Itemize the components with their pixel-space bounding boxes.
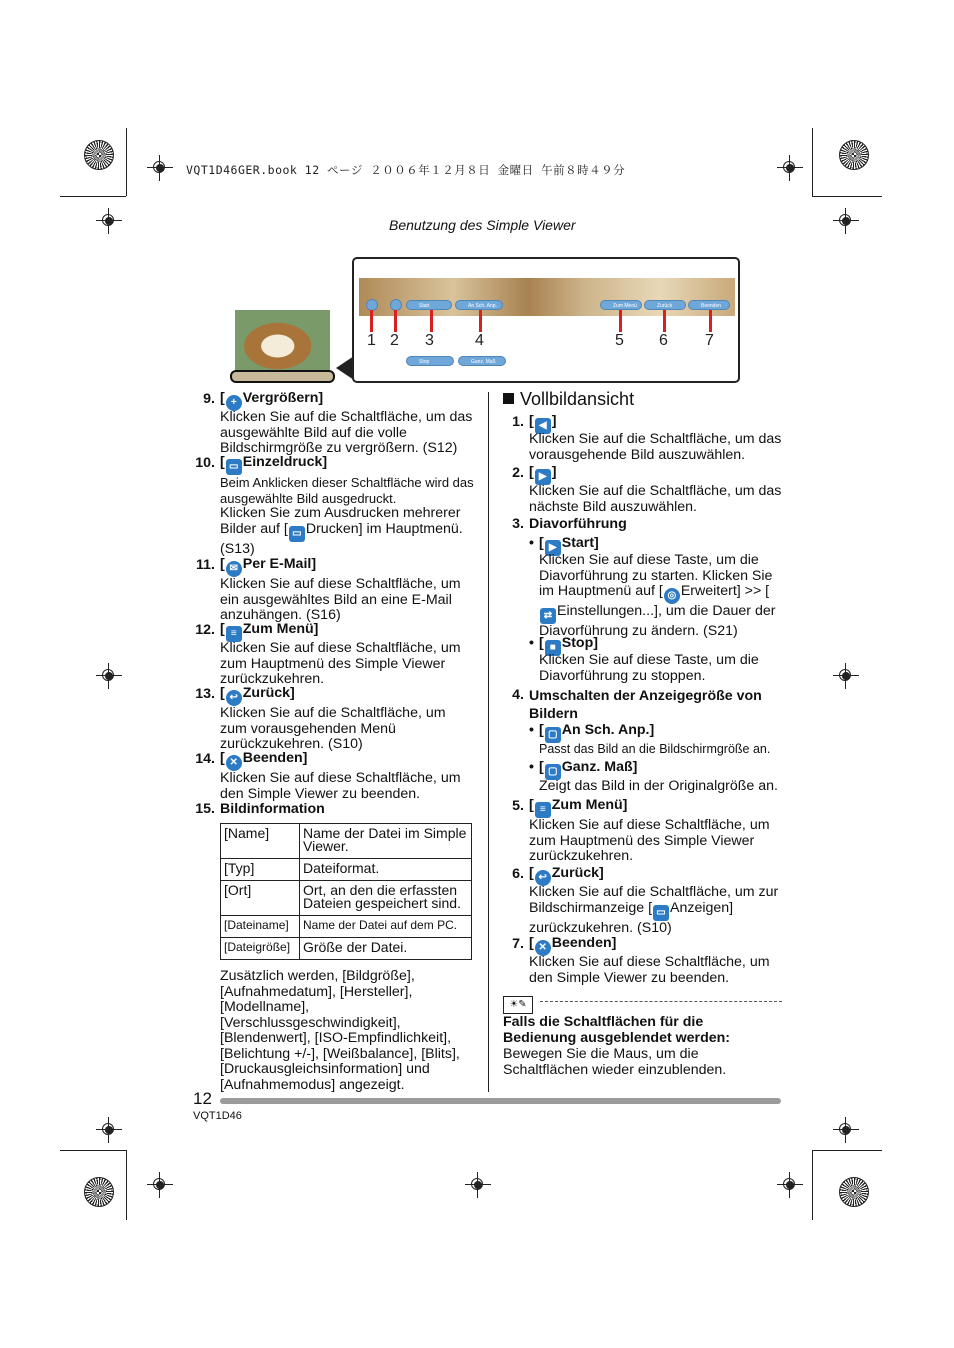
bullet: • xyxy=(529,722,534,738)
sub-heading: [ ■ Stop] xyxy=(539,636,598,656)
registration-sun-mark xyxy=(839,140,869,170)
item-text: Klicken Sie auf diese Schaltfläche, um zum Hauptmenü des Simple Viewer zurückzukehren. xyxy=(220,640,461,687)
thumbnail-toolbar-highlight xyxy=(230,370,335,383)
closing-paragraph: Zusätzlich werden, [Bildgröße], [Aufnahmedatum], [Hersteller], [Modellname], [Verschlussgeschwindigkeit], [Blendenwert], [ISO-Empfindlichkeit], [Belichtung +/-], [Weißbalance], [Blits], [Druckausgleichsinformation] und [Aufnahmemodus] angezeigt. xyxy=(220,968,460,1093)
item-heading: Bildinformation xyxy=(220,801,325,817)
bullet: • xyxy=(529,759,534,775)
crop-mark xyxy=(812,128,813,196)
callout-number: 5 xyxy=(615,332,624,349)
back-icon: ↩ xyxy=(226,690,242,706)
zum-menu-button[interactable]: Zum Menü xyxy=(600,300,642,310)
close-icon: ✕ xyxy=(535,940,551,956)
ganz-mass-button[interactable]: Ganz. Maß xyxy=(458,356,506,366)
registration-sun-mark xyxy=(839,1177,869,1207)
table-cell: [Ort] xyxy=(221,881,300,916)
bullet: • xyxy=(529,635,534,651)
slideshow-icon: ▶ xyxy=(545,540,561,556)
table-cell: Größe der Datei. xyxy=(300,938,472,960)
close-icon: ✕ xyxy=(226,755,242,771)
hint-title: Falls die Schaltflächen für die Bedienung ausgeblendet werden: xyxy=(503,1014,731,1046)
viewer-photo-strip xyxy=(359,278,735,316)
crop-mark xyxy=(812,1150,813,1220)
table-cell: Ort, an den die erfassten Dateien gespeichert sind. xyxy=(300,881,472,916)
item-text: Klicken Sie auf diese Schaltfläche, um ein ausgewähltes Bild an eine E-Mail anzuhängen. (S16) xyxy=(220,576,461,623)
item-heading: [ ▭ Einzeldruck] xyxy=(220,455,327,475)
item-text: Klicken Sie auf diese Schaltfläche, um zum Hauptmenü des Simple Viewer zurückzukehren. xyxy=(529,817,770,864)
callout-line xyxy=(619,310,622,332)
hint-icon: ☀✎ xyxy=(503,996,533,1014)
section-title: Vollbildansicht xyxy=(503,389,634,410)
table-row xyxy=(221,859,472,881)
callout-line xyxy=(709,310,712,332)
footer-bar xyxy=(220,1098,781,1104)
hint-text: Bewegen Sie die Maus, um die Schaltflächen wieder einzublenden. xyxy=(503,1046,727,1078)
item-heading: [ ≡ Zum Menü] xyxy=(220,622,318,642)
stop-button[interactable]: Stop xyxy=(406,356,454,366)
menu-icon: ≡ xyxy=(535,802,551,818)
item-heading: [ ↩ Zurück] xyxy=(220,686,295,706)
table-row xyxy=(221,916,472,938)
callout-number: 7 xyxy=(705,332,714,349)
registration-crosshair xyxy=(147,1172,173,1198)
item-heading: [ ✕ Beenden] xyxy=(220,751,307,771)
settings-icon: ⇄ xyxy=(540,608,556,624)
table-cell: Name der Datei auf dem PC. xyxy=(300,916,472,938)
registration-crosshair xyxy=(833,663,859,689)
registration-crosshair xyxy=(96,1117,122,1143)
item-text: Klicken Sie auf diese Schaltfläche, um den Simple Viewer zu beenden. xyxy=(220,770,461,802)
registration-crosshair xyxy=(96,663,122,689)
item-text: Zeigt das Bild in der Originalgröße an. xyxy=(539,778,778,794)
crop-mark xyxy=(126,128,127,196)
crop-mark xyxy=(126,1150,127,1220)
beenden-button[interactable]: Beenden xyxy=(688,300,730,310)
callout-number: 1 xyxy=(367,332,376,349)
item-heading: [ ▶ ] xyxy=(529,465,556,485)
fit-screen-icon: ▢ xyxy=(545,727,561,743)
sub-heading: [ ▶ Start] xyxy=(539,536,599,556)
table-cell: [Dateiname] xyxy=(221,916,300,938)
item-heading: [ + Vergrößern] xyxy=(220,391,323,411)
registration-sun-mark xyxy=(84,140,114,170)
print-icon: ▭ xyxy=(289,526,305,542)
print-icon: ▭ xyxy=(226,459,242,475)
callout-line xyxy=(370,310,373,332)
back-icon: ↩ xyxy=(535,870,551,886)
menu-icon: ≡ xyxy=(226,626,242,642)
an-sch-anp-button[interactable]: An Sch. Anp. xyxy=(455,300,503,310)
crop-mark xyxy=(812,196,882,197)
item-number: 13. xyxy=(195,686,215,702)
email-icon: ✉ xyxy=(226,561,242,577)
registration-crosshair xyxy=(147,155,173,181)
callout-line xyxy=(663,310,666,332)
running-head: Benutzung des Simple Viewer xyxy=(389,217,576,233)
slideshow-stop-icon: ■ xyxy=(545,640,561,656)
sub-heading: [ ▢ Ganz. Maß] xyxy=(539,760,637,780)
globe-icon: ◎ xyxy=(664,588,680,604)
item-number: 12. xyxy=(195,622,215,638)
dashed-rule xyxy=(540,1001,782,1002)
callout-number: 4 xyxy=(475,332,484,349)
registration-crosshair xyxy=(833,1117,859,1143)
table-row xyxy=(221,881,472,916)
sub-heading: [ ▢ An Sch. Anp.] xyxy=(539,723,654,743)
registration-crosshair xyxy=(96,208,122,234)
crop-mark xyxy=(60,1150,126,1151)
item-text: Klicken Sie auf diese Taste, um die Diavorführung zu stoppen. xyxy=(539,652,759,684)
item-text: Klicken Sie auf die Schaltfläche, um zum vorausgehenden Menü zurückzukehren. (S10) xyxy=(220,705,446,752)
registration-crosshair xyxy=(465,1172,491,1198)
start-button[interactable]: Start xyxy=(406,300,452,310)
image-info-table xyxy=(220,823,472,960)
bullet: • xyxy=(529,535,534,551)
table-cell: [Name] xyxy=(221,824,300,859)
item-text: Klicken Sie auf die Schaltfläche, um das vorausgehende Bild auszuwählen. xyxy=(529,431,782,463)
callout-number: 2 xyxy=(390,332,399,349)
crop-mark xyxy=(60,196,126,197)
registration-sun-mark xyxy=(84,1177,114,1207)
item-text: Klicken Sie auf die Schaltfläche, um das nächste Bild auszuwählen. xyxy=(529,483,782,515)
item-text: Beim Anklicken dieser Schaltfläche wird das ausgewählte Bild ausgedruckt. xyxy=(220,475,474,506)
item-number: 11. xyxy=(196,557,215,573)
item-number: 4. xyxy=(512,687,524,703)
item-number: 5. xyxy=(512,798,524,814)
item-text: Klicken Sie auf diese Schaltfläche, um den Simple Viewer zu beenden. xyxy=(529,954,770,986)
item-number: 14. xyxy=(195,751,215,767)
model-code: VQT1D46 xyxy=(193,1110,242,1122)
display-icon: ▭ xyxy=(653,905,669,921)
registration-crosshair xyxy=(777,1172,803,1198)
table-row xyxy=(221,938,472,960)
callout-line xyxy=(430,310,433,332)
column-divider xyxy=(488,392,489,1092)
next-icon: ▶ xyxy=(535,469,551,485)
callout-number: 6 xyxy=(659,332,668,349)
item-heading: [ ◀ ] xyxy=(529,414,556,434)
item-heading: [ ↩ Zurück] xyxy=(529,866,604,886)
page-number: 12 xyxy=(193,1089,212,1108)
item-number: 10. xyxy=(195,455,215,471)
item-text: Klicken Sie auf diese Taste, um die Diavorführung zu starten. Klicken Sie im Hauptmenü auf [ ◎ Erweitert] >> [⇄ Einstellungen...], um die Dauer der Diavorführung zu ändern. (S21) xyxy=(539,552,776,639)
item-text: Klicken Sie auf die Schaltfläche, um zur Bildschirmanzeige [ ▭ Anzeigen] zurückzukehren. (S10) xyxy=(529,884,779,936)
item-text: Klicken Sie auf die Schaltfläche, um das ausgewählte Bild auf die volle Bildschirmgröße zu vergrößern. (S12) xyxy=(220,409,473,456)
callout-line xyxy=(479,310,482,332)
item-number: 2. xyxy=(512,465,524,481)
table-cell: Dateiformat. xyxy=(300,859,472,881)
table-cell: Name der Datei im Simple Viewer. xyxy=(300,824,472,859)
item-heading: Diavorführung xyxy=(529,516,627,532)
callout-number: 3 xyxy=(425,332,434,349)
table-cell: [Dateigröße] xyxy=(221,938,300,960)
item-heading: [ ≡ Zum Menü] xyxy=(529,798,627,818)
full-size-icon: ▢ xyxy=(545,764,561,780)
zurueck-button[interactable]: Zurück xyxy=(644,300,686,310)
item-number: 9. xyxy=(203,391,215,407)
item-text: Passt das Bild an die Bildschirmgröße an. xyxy=(539,742,771,756)
item-heading: [ ✕ Beenden] xyxy=(529,936,616,956)
table-cell: [Typ] xyxy=(221,859,300,881)
print-header: VQT1D46GER.book 12 ページ ２００６年１２月８日 金曜日 午前８時４９分 xyxy=(186,163,626,177)
callout-line xyxy=(394,310,397,332)
item-number: 7. xyxy=(512,936,524,952)
table-row xyxy=(221,824,472,859)
collie-thumbnail xyxy=(235,310,330,370)
previous-icon: ◀ xyxy=(535,418,551,434)
registration-crosshair xyxy=(777,155,803,181)
item-number: 15. xyxy=(195,801,215,817)
item-heading: Umschalten der Anzeigegröße von Bildern xyxy=(529,688,762,722)
item-number: 3. xyxy=(512,516,524,532)
item-text: Klicken Sie zum Ausdrucken mehrerer Bilder auf [ ▭ Drucken] im Hauptmenü. (S13) xyxy=(220,505,463,557)
registration-crosshair xyxy=(833,208,859,234)
item-number: 1. xyxy=(512,414,524,430)
crop-mark xyxy=(812,1150,882,1151)
item-number: 6. xyxy=(512,866,524,882)
item-heading: [ ✉ Per E-Mail] xyxy=(220,557,316,577)
magnify-icon: + xyxy=(226,395,242,411)
